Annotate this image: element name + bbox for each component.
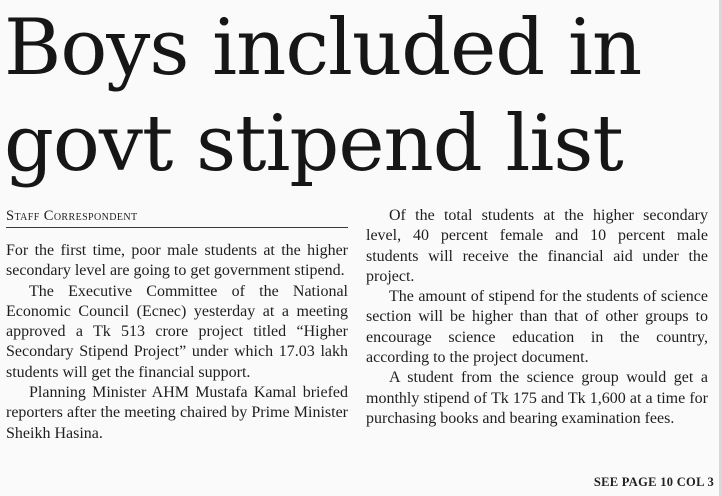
headline-line-2: govt stipend list — [4, 99, 623, 189]
paragraph: A student from the science group would get a monthly stipend of Tk 175 and Tk 1,600 at a time for purchasing books and bearing examination fees. — [366, 369, 708, 427]
article-column-right — [366, 206, 708, 429]
continuation-note: SEE PAGE 10 COL 3 — [593, 475, 714, 489]
headline — [4, 0, 716, 192]
paragraph: Planning Minister AHM Mustafa Kamal briefed reporters after the meeting chaired by Prime Minister Sheikh Hasina. — [6, 384, 348, 442]
paragraph: For the first time, poor male students at the higher secondary level are going to get government stipend. — [6, 242, 348, 280]
paragraph: The Executive Committee of the National Economic Council (Ecnec) yesterday at a meeting approved a Tk 513 crore project titled “Higher Secondary Stipend Project” under which 17.03 lakh students will get the financial support. — [6, 282, 348, 381]
headline-line-1: Boys included in — [4, 3, 642, 93]
paragraph: The amount of stipend for the students of science section will be higher than that of other groups to encourage science education in the country, according to the project document. — [366, 288, 708, 367]
byline: Staff Correspondent — [6, 208, 348, 228]
paragraph: Of the total students at the higher secondary level, 40 percent female and 10 percent male students will receive the financial aid under the project. — [366, 207, 708, 285]
article-column-left — [6, 241, 348, 444]
